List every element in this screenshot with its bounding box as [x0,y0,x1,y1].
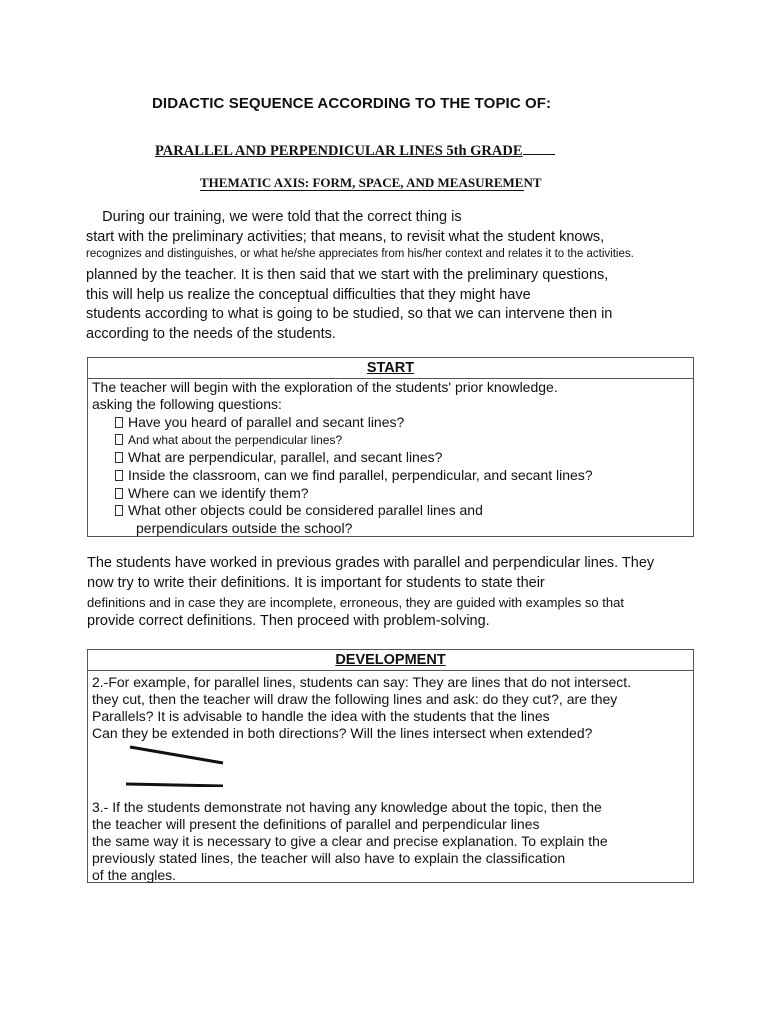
development-line: Parallels? It is advisable to handle the idea with the students that the lines [92,708,550,724]
development-line: the same way it is necessary to give a clear and precise explanation. To explain the [92,833,608,849]
question-item: What are perpendicular, parallel, and secant lines? [115,449,442,465]
question-item: Inside the classroom, can we find parallel, perpendicular, and secant lines? [115,467,593,483]
question-item: What other objects could be considered parallel lines and [115,502,483,518]
start-box [87,357,694,537]
missing-bullet-icon [115,434,123,445]
intro-line: planned by the teacher. It is then said that we start with the preliminary questions, [86,267,609,283]
subtitle-blank-line [523,142,555,155]
development-line: 3.- If the students demonstrate not having any knowledge about the topic, then the [92,799,602,815]
development-line: they cut, then the teacher will draw the following lines and ask: do they cut?, are they [92,691,618,707]
development-line: Can they be extended in both directions? Will the lines intersect when extended? [92,725,593,741]
start-heading: START [88,358,693,379]
parallel-lines-drawing [118,739,228,787]
middle-line: provide correct definitions. Then proceed with problem-solving. [87,613,490,629]
subtitle-text: PARALLEL AND PERPENDICULAR LINES 5th GRADE [155,143,523,159]
start-line: asking the following questions: [92,396,282,412]
drawn-line-bottom [126,784,223,786]
development-heading: DEVELOPMENT [88,650,693,671]
thematic-axis-underline [200,190,524,191]
intro-line: this will help us realize the conceptual difficulties that they might have [86,287,531,303]
question-continuation: perpendiculars outside the school? [136,520,353,536]
development-line: the teacher will present the definitions of parallel and perpendicular lines [92,816,540,832]
missing-bullet-icon [115,452,123,463]
missing-bullet-icon [115,488,123,499]
development-box [87,649,694,883]
middle-line: now try to write their definitions. It is important for students to state their [87,575,545,591]
missing-bullet-icon [115,417,123,428]
development-line: of the angles. [92,867,177,883]
question-item: And what about the perpendicular lines? [115,433,342,447]
intro-line: start with the preliminary activities; that means, to revisit what the student knows, [86,229,605,245]
start-line: The teacher will begin with the exploration of the students' prior knowledge. [92,379,558,395]
document-subtitle [155,142,555,160]
question-item: Where can we identify them? [115,485,309,501]
middle-line: definitions and in case they are incomplete, erroneous, they are guided with examples so that [87,595,624,610]
drawn-line-top [130,747,223,763]
thematic-axis: THEMATIC AXIS: FORM, SPACE, AND MEASUREMENT [200,175,542,190]
document-title: DIDACTIC SEQUENCE ACCORDING TO THE TOPIC OF: [152,95,552,112]
intro-line: recognizes and distinguishes, or what he/she appreciates from his/her context and relates it to the activities. [86,248,634,260]
development-line: previously stated lines, the teacher will also have to explain the classification [92,850,566,866]
question-item: Have you heard of parallel and secant lines? [115,414,404,430]
intro-line: according to the needs of the students. [86,326,336,342]
development-line: 2.-For example, for parallel lines, students can say: They are lines that do not intersect. [92,674,632,690]
missing-bullet-icon [115,470,123,481]
intro-line: students according to what is going to be studied, so that we can intervene then in [86,306,613,322]
missing-bullet-icon [115,505,123,516]
intro-line: During our training, we were told that the correct thing is [86,209,462,225]
middle-line: The students have worked in previous grades with parallel and perpendicular lines. They [87,555,655,571]
